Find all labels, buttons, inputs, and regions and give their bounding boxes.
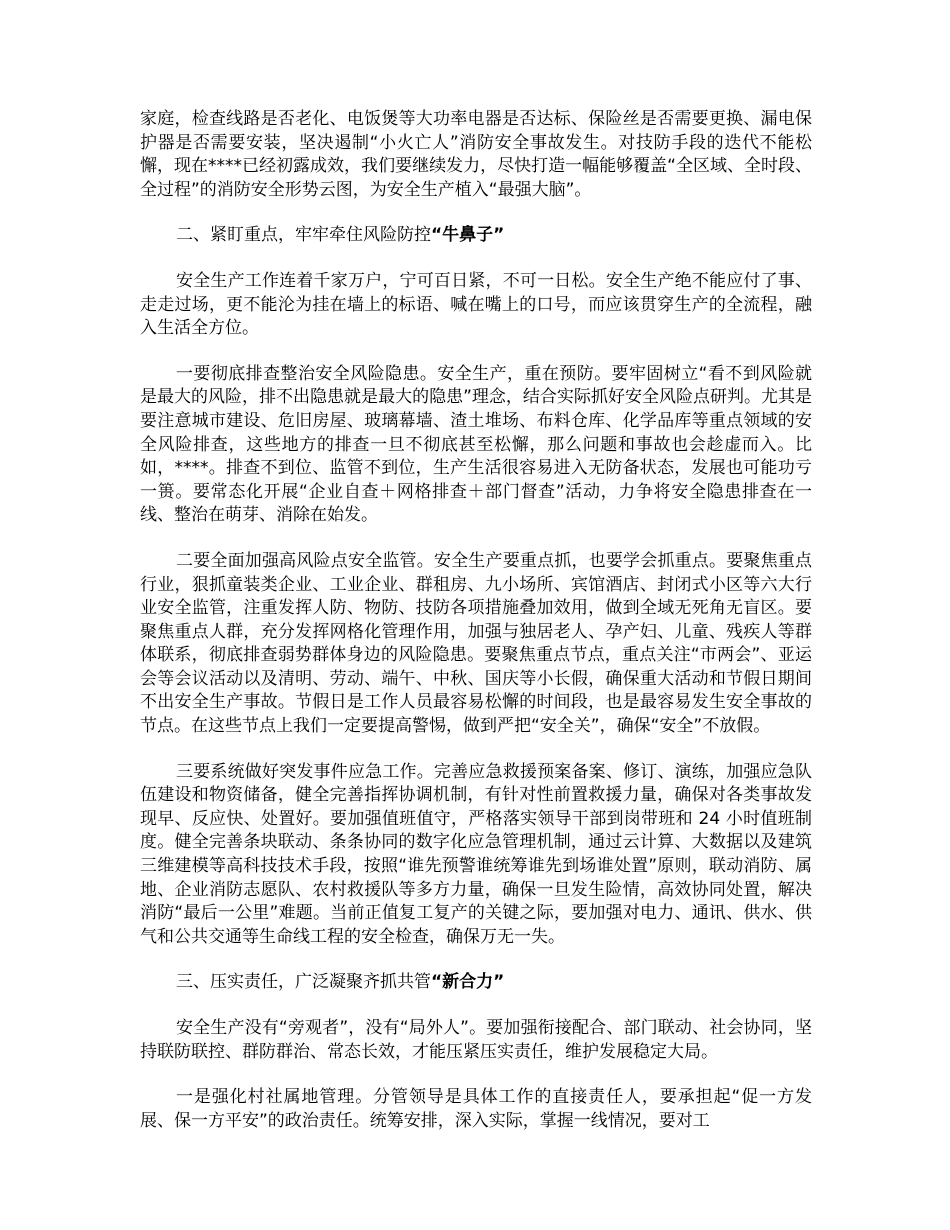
paragraph: 安全生产没有“旁观者”，没有“局外人”。要加强衔接配合、部门联动、社会协同，坚持联防联控、群防群治、常态长效，才能压紧压实责任，维护发展稳定大局。 [140,1018,812,1062]
section-heading-3-text: 三、压实责任，广泛凝聚齐抓共管 [176,972,431,993]
section-heading-3-keyword: “新合力” [431,972,505,993]
section-heading-2 [140,224,812,248]
section-heading-2-keyword: “牛鼻子” [431,225,505,246]
document-body [140,108,812,1155]
paragraph: 安全生产工作连着千家万户，宁可百日紧，不可一日松。安全生产绝不能应付了事、走走过场，更不能沦为挂在墙上的标语、喊在嘴上的口号，而应该贯穿生产的全流程，融入生活全方位。 [140,270,812,339]
paragraph: 三要系统做好突发事件应急工作。完善应急救援预案备案、修订、演练，加强应急队伍建设和物资储备，健全完善指挥协调机制，有针对性前置救援力量，确保对各类事故发现早、反应快、处置好。要加强值班值守，严格落实领导干部到岗带班和 24 小时值班制度。健全完善条块联动、条条协同的数字化应急管理机制，通过云计算、大数据以及建筑三维建模等高科技技术手段，按照“谁先预警谁统筹谁先到场谁处置”原则，联动消防、属地、企业消防志愿队、农村救援队等多方力量，确保一旦发生险情，高效协同处置，解决消防“最后一公里”难题。当前正值复工复产的关键之际，要加强对电力、通讯、供水、供气和公共交通等生命线工程的安全检查，确保万无一失。 [140,761,812,947]
paragraph: 二要全面加强高风险点安全监管。安全生产要重点抓，也要学会抓重点。要聚焦重点行业，狠抓童装类企业、工业企业、群租房、九小场所、宾馆酒店、封闭式小区等六大行业安全监管，注重发挥人防、物防、技防各项措施叠加效用，做到全域无死角无盲区。要聚焦重点人群，充分发挥网格化管理作用，加强与独居老人、孕产妇、儿童、残疾人等群体联系，彻底排查弱势群体身边的风险隐患。要聚焦重点节点，重点关注“市两会”、亚运会等会议活动以及清明、劳动、端午、中秋、国庆等小长假，确保重大活动和节假日期间不出安全生产事故。节假日是工作人员最容易松懈的时间段，也是最容易发生安全事故的节点。在这些节点上我们一定要提高警惕，做到严把“安全关”，确保“安全”不放假。 [140,550,812,737]
paragraph-continuation: 家庭，检查线路是否老化、电饭煲等大功率电器是否达标、保险丝是否需要更换、漏电保护器是否需要安装，坚决遏制“小火亡人”消防安全事故发生。对技防手段的迭代不能松懈，现在****已经初露成效，我们要继续发力，尽快打造一幅能够覆盖“全区域、全时段、全过程”的消防安全形势云图，为安全生产植入“最强大脑”。 [140,109,812,200]
section-heading-2-text: 二、紧盯重点，牢牢牵住风险防控 [176,225,431,246]
paragraph: 一是强化村社属地管理。分管领导是具体工作的直接责任人，要承担起“促一方发展、保一方平安”的政治责任。统筹安排，深入实际，掌握一线情况，要对工 [140,1087,812,1131]
paragraph: 一要彻底排查整治安全风险隐患。安全生产，重在预防。要牢固树立“看不到风险就是最大的风险，排不出隐患就是最大的隐患”理念，结合实际抓好安全风险点研判。尤其是要注意城市建设、危旧房屋、玻璃幕墙、渣土堆场、布料仓库、化学品库等重点领域的安全风险排查，这些地方的排查一旦不彻底甚至松懈，那么问题和事故也会趁虚而入。比如，****。排查不到位、监管不到位，生产生活很容易进入无防备状态，发展也可能功亏一篑。要常态化开展“企业自查＋网格排查＋部门督查”活动，力争将安全隐患排查在一线、整治在萌芽、消除在始发。 [140,363,812,526]
section-heading-3 [140,971,812,995]
